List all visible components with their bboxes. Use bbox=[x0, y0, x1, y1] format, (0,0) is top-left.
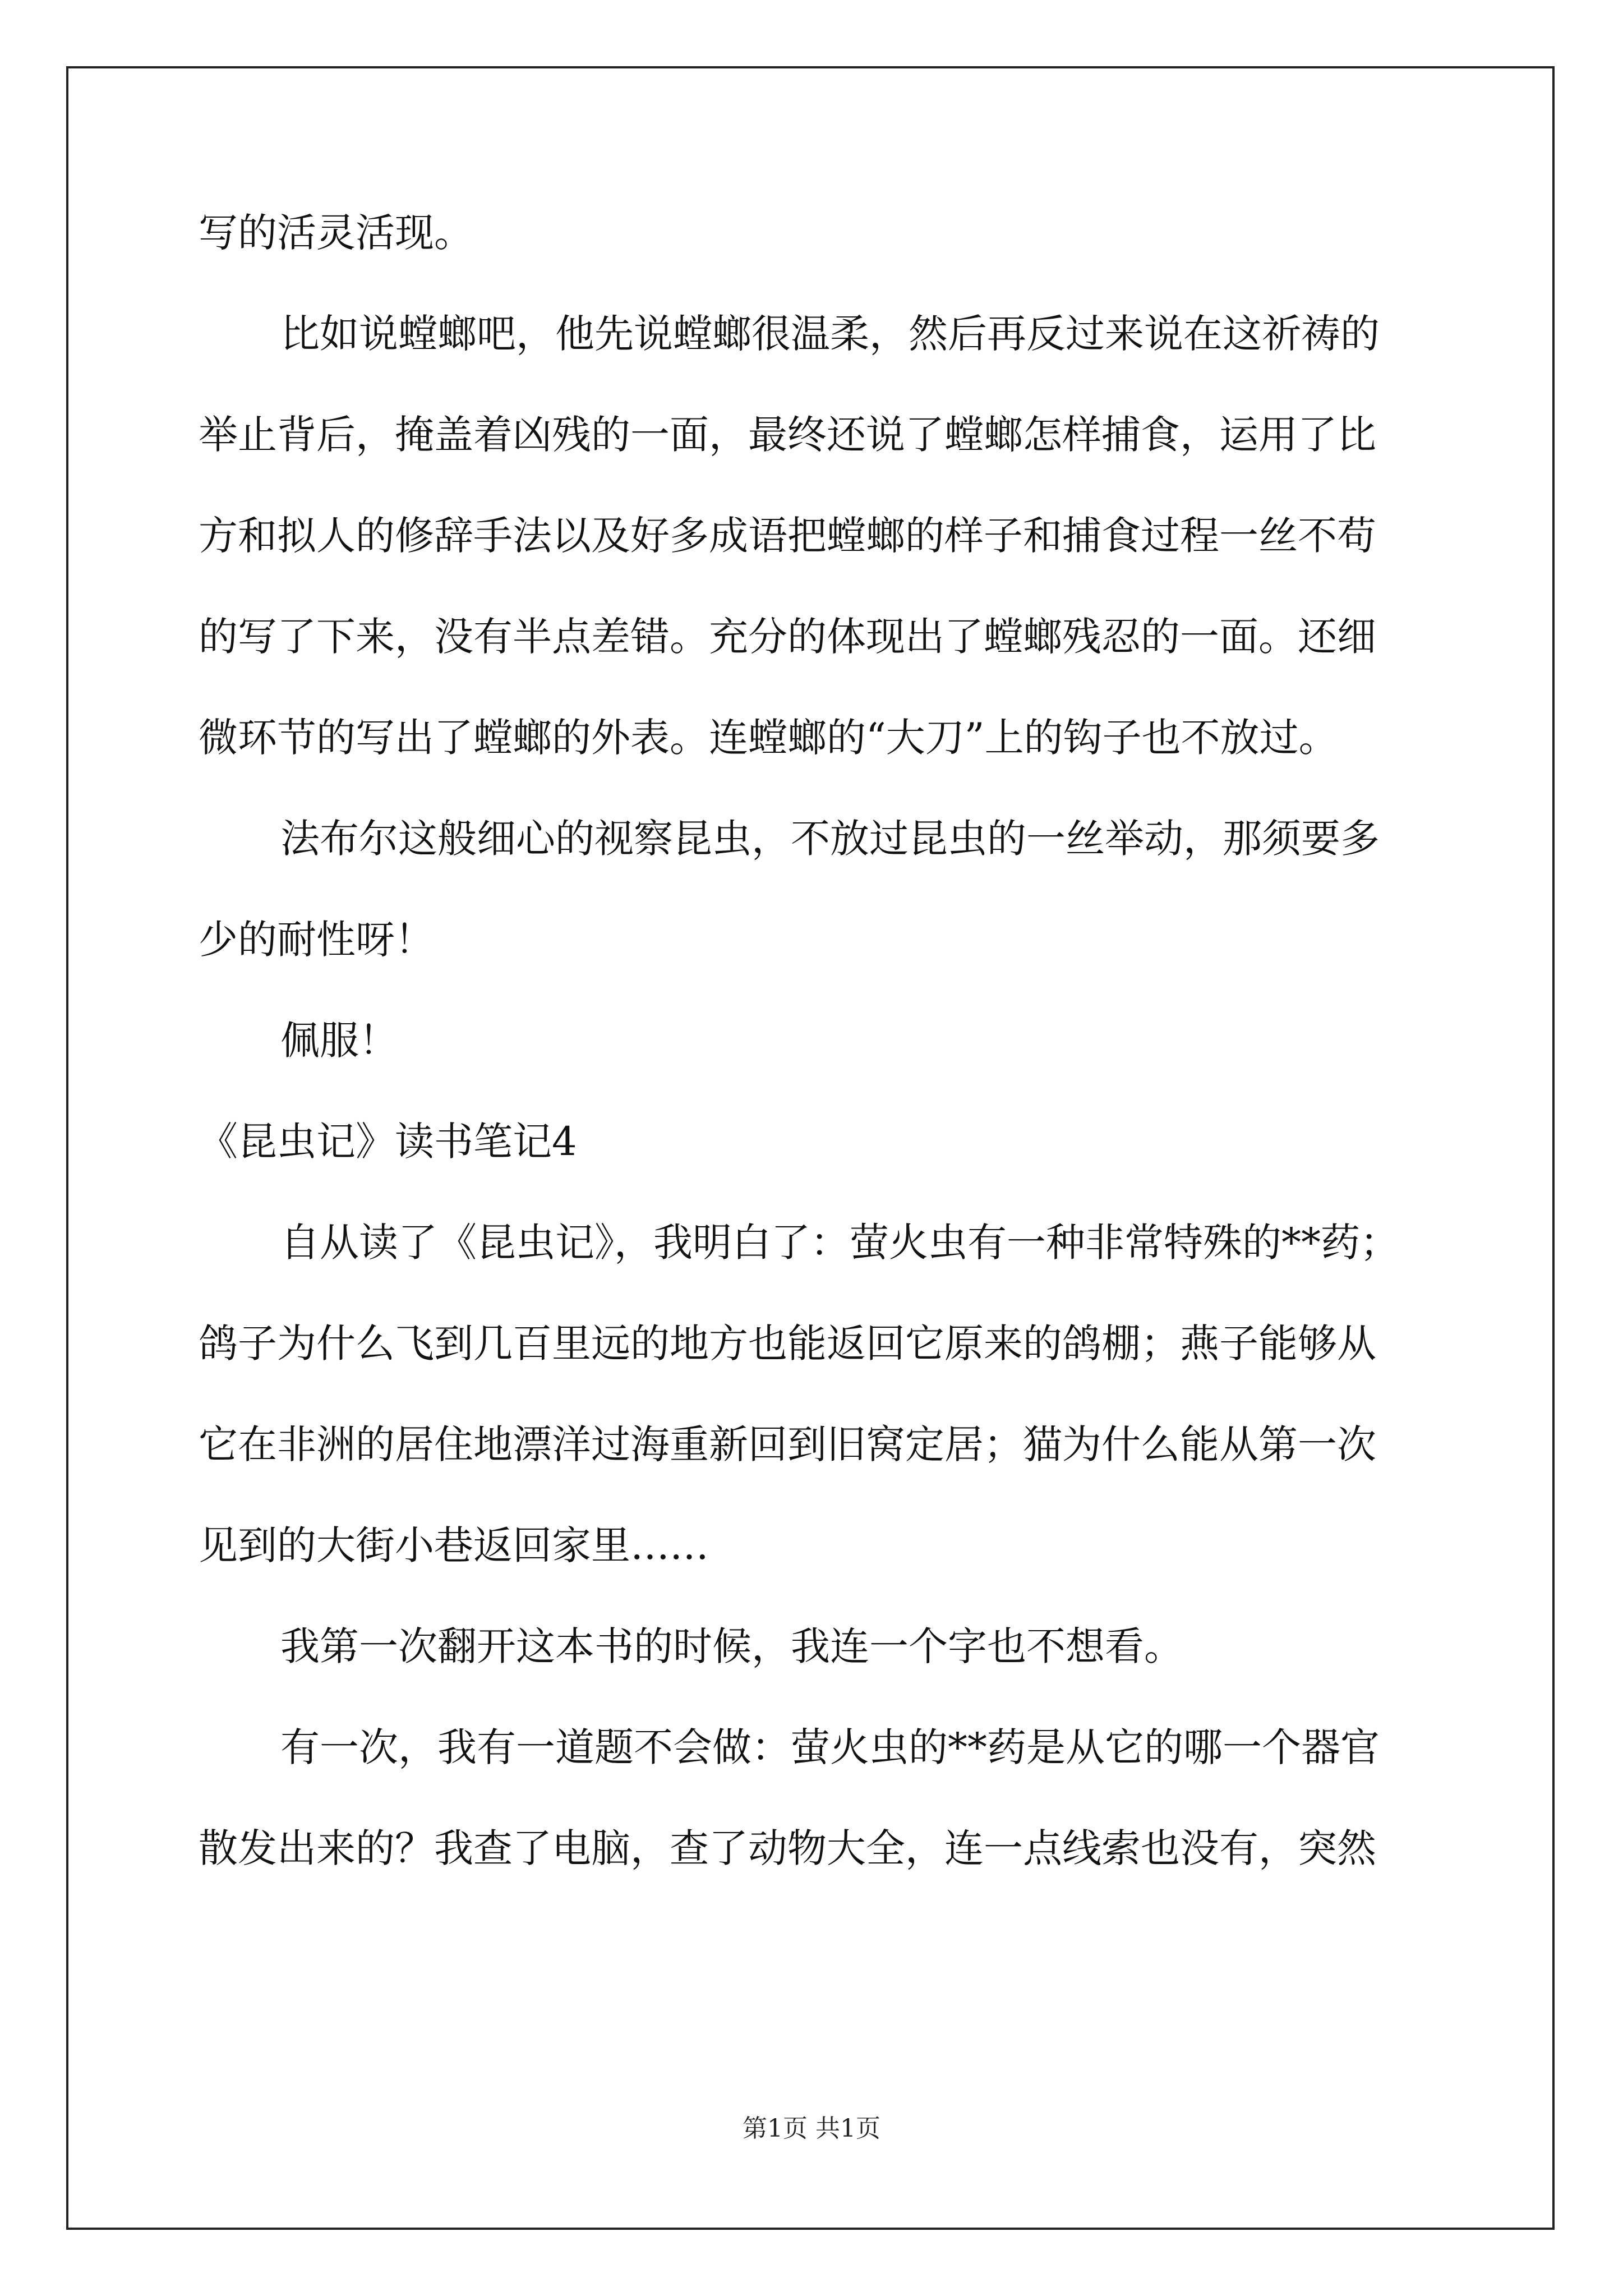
paragraph-line: 微环节的写出了螳螂的外表。连螳螂的“大刀”上的钩子也不放过。 bbox=[199, 715, 1338, 761]
paragraph-line: 有一次，我有一道题不会做：萤火虫的**药是从它的哪一个器官 bbox=[280, 1724, 1380, 1770]
paragraph-line: 散发出来的？我查了电脑，查了动物大全，连一点线索也没有，突然 bbox=[199, 1825, 1376, 1871]
paragraph-line: 少的耐性呀！ bbox=[199, 917, 434, 963]
section-heading: 《昆虫记》读书笔记4 bbox=[199, 1119, 577, 1165]
paragraph-line: 见到的大街小巷返回家里…… bbox=[199, 1522, 709, 1568]
paragraph-line: 比如说螳螂吧，他先说螳螂很温柔，然后再反过来说在这祈祷的 bbox=[280, 311, 1380, 357]
paragraph-line: 方和拟人的修辞手法以及好多成语把螳螂的样子和捕食过程一丝不苟 bbox=[199, 513, 1376, 559]
paragraph-line: 法布尔这般细心的视察昆虫，不放过昆虫的一丝举动，那须要多 bbox=[280, 816, 1380, 862]
paragraph-line: 写的活灵活现。 bbox=[199, 210, 473, 256]
paragraph-line: 举止背后，掩盖着凶残的一面，最终还说了螳螂怎样捕食，运用了比 bbox=[199, 412, 1376, 458]
paragraph-line: 自从读了《昆虫记》，我明白了：萤火虫有一种非常特殊的**药； bbox=[280, 1220, 1399, 1266]
paragraph-line: 的写了下来，没有半点差错。充分的体现出了螳螂残忍的一面。还细 bbox=[199, 614, 1376, 660]
page-number-footer: 第1页 共1页 bbox=[743, 2114, 880, 2143]
paragraph-line: 我第一次翻开这本书的时候，我连一个字也不想看。 bbox=[280, 1623, 1183, 1669]
paragraph-line: 佩服！ bbox=[280, 1018, 398, 1064]
paragraph-line: 鸽子为什么飞到几百里远的地方也能返回它原来的鸽棚；燕子能够从 bbox=[199, 1320, 1376, 1366]
paragraph-line: 它在非洲的居住地漂洋过海重新回到旧窝定居；猫为什么能从第一次 bbox=[199, 1421, 1376, 1467]
